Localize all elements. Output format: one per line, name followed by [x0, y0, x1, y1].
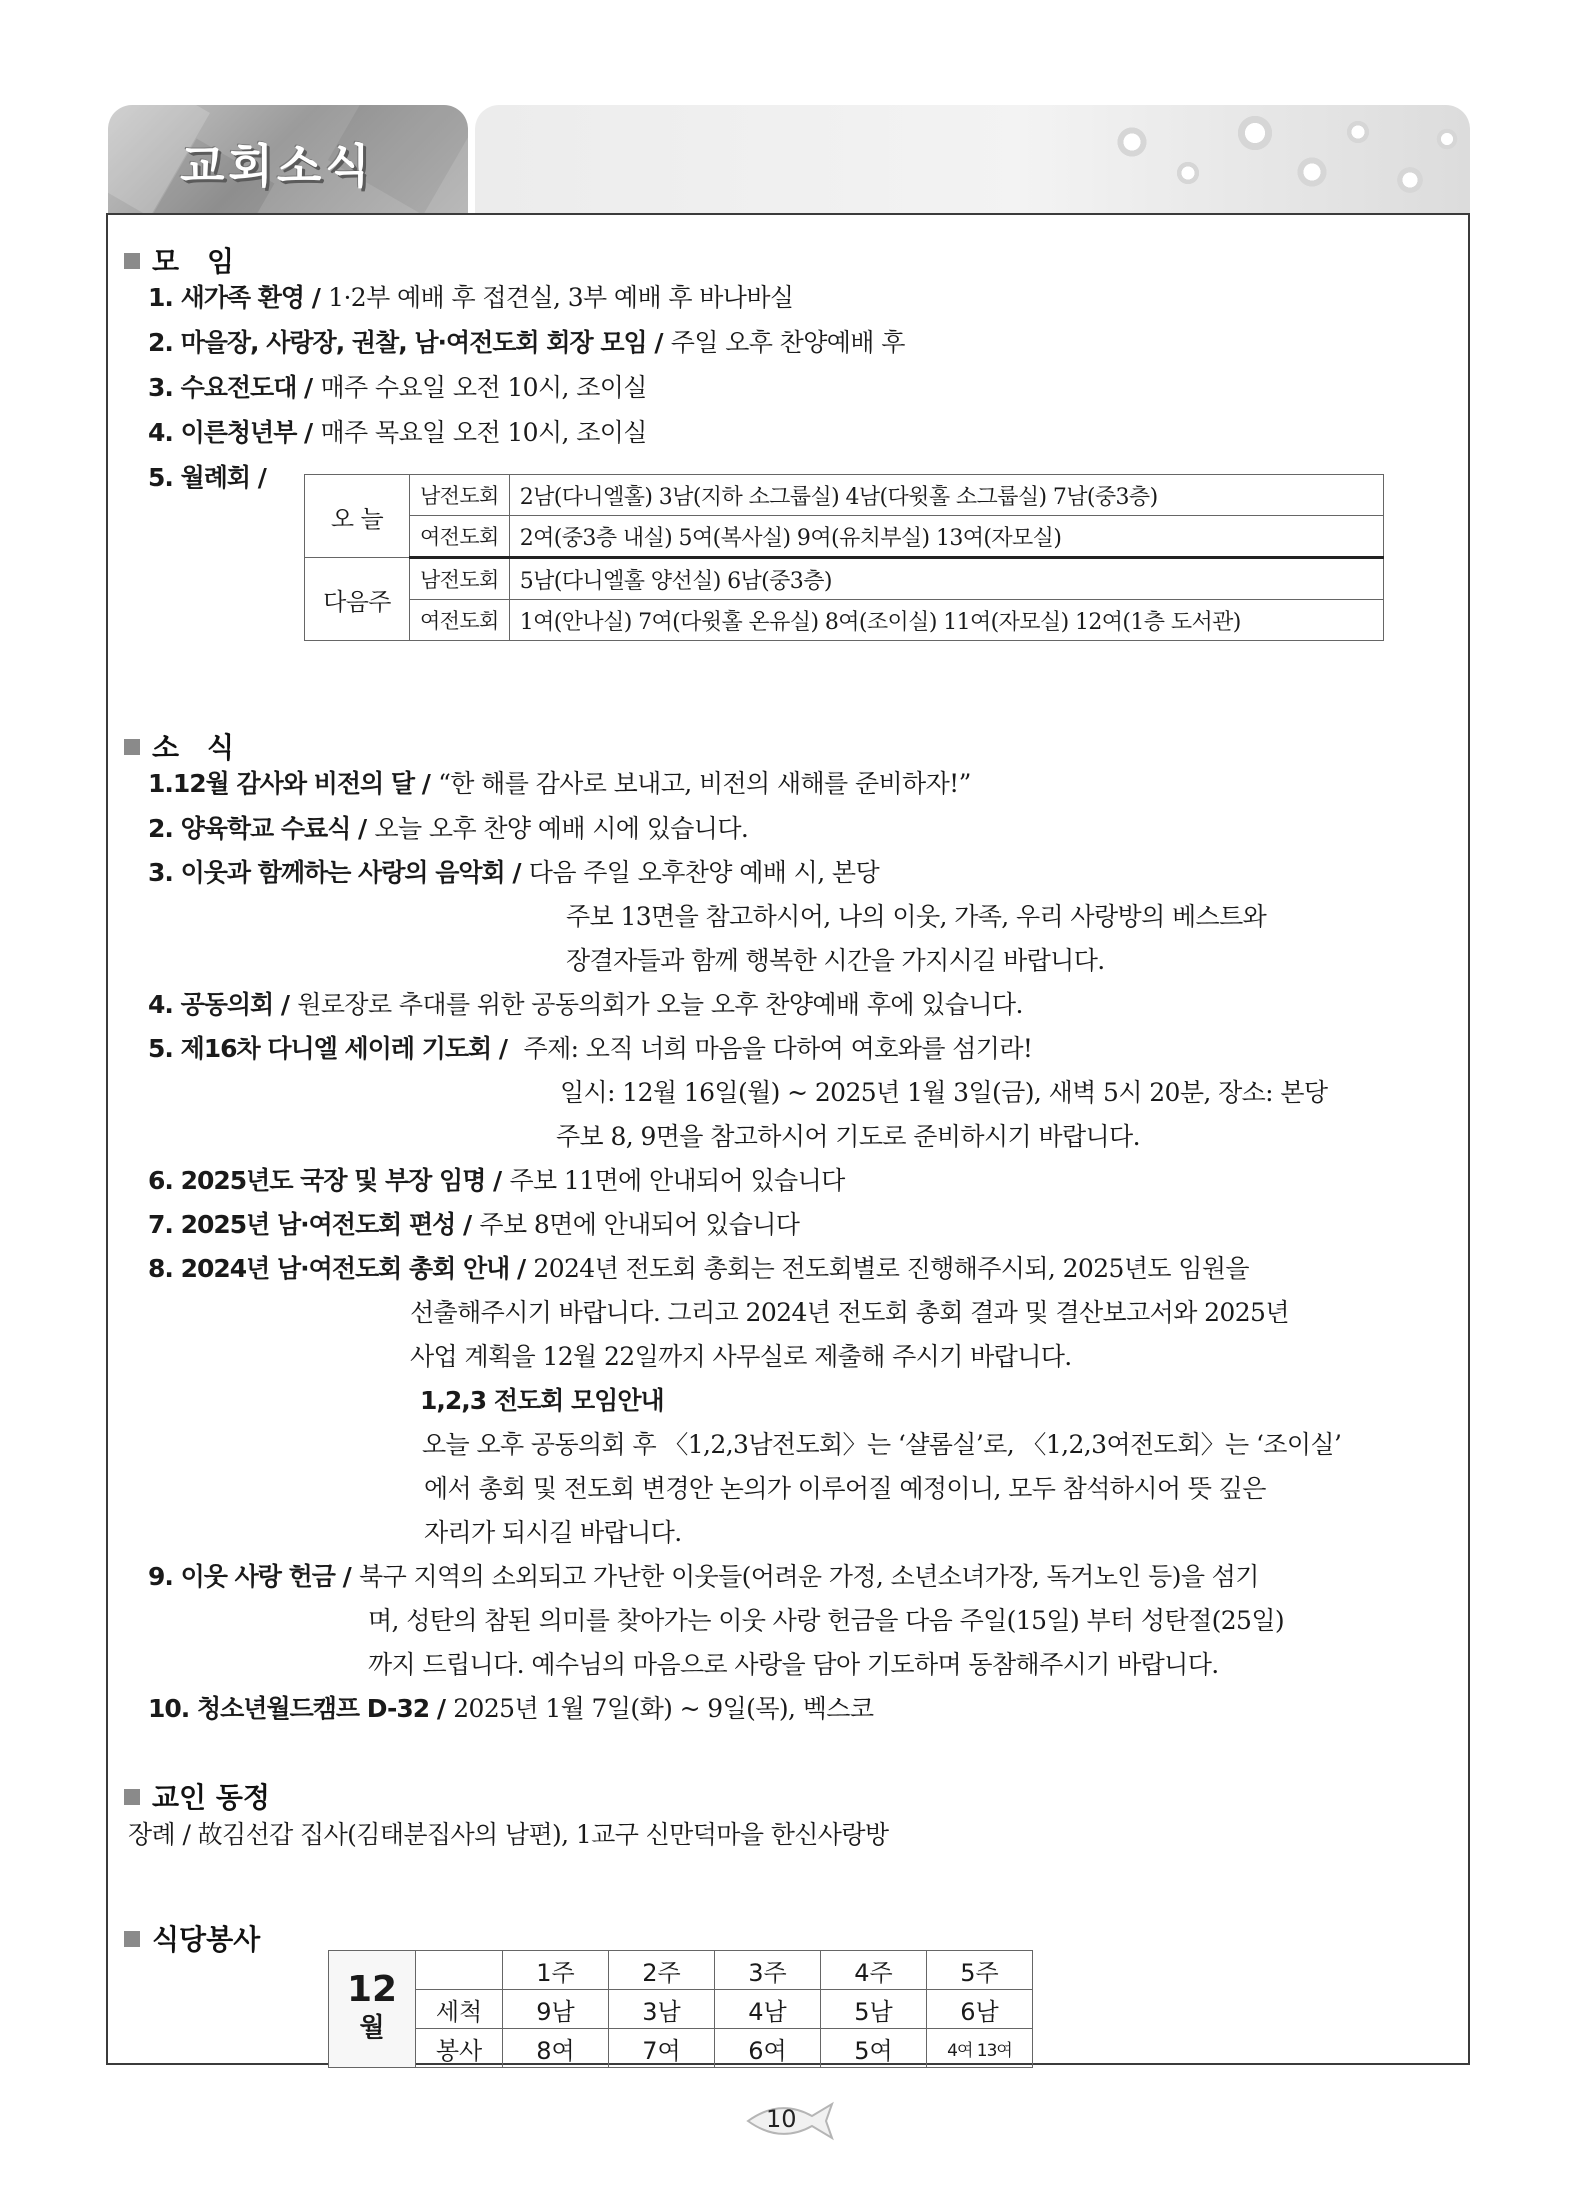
news-item: 4. 공동의회 / 원로장로 추대를 위한 공동의회가 오늘 오후 찬양예배 후에 있습니다. — [148, 990, 1023, 1019]
monthly-meeting-table — [304, 474, 1384, 641]
news-item-line: 일시: 12월 16일(월) ~ 2025년 1월 3일(금), 새벽 5시 20분, 장소: 본당 — [560, 1078, 1328, 1107]
week-header: 5주 — [927, 1951, 1033, 1990]
news-item-line: 장결자들과 함께 행복한 시간을 가지시길 바랍니다. — [566, 946, 1105, 975]
table-row — [305, 558, 1384, 600]
week-header: 3주 — [715, 1951, 821, 1990]
news-item: 8. 2024년 남·여전도회 총회 안내 / 2024년 전도회 총회는 전도회별로 진행해주시되, 2025년도 임원을 — [148, 1254, 1249, 1283]
news-item: 1.12월 감사와 비전의 달 / “한 해를 감사로 보내고, 비전의 새해를 준비하자!” — [148, 769, 971, 798]
table-cell: 4남 — [715, 1990, 821, 2029]
table-row — [329, 1990, 1033, 2029]
meeting-item: 1. 새가족 환영 / 1·2부 예배 후 접견실, 3부 예배 후 바나바실 — [148, 283, 794, 312]
month-cell — [329, 1951, 416, 2068]
kitchen-schedule-table — [328, 1950, 1033, 2068]
location-cell: 2남(다니엘홀) 3남(지하 소그룹실) 4남(다윗홀 소그룹실) 7남(중3층) — [509, 475, 1383, 516]
week-header: 2주 — [609, 1951, 715, 1990]
members-text: 장례 / 故김선갑 집사(김태분집사의 남편), 1교구 신만덕마을 한신사랑방 — [128, 1820, 889, 1849]
location-cell: 1여(안나실) 7여(다윗홀 온유실) 8여(조이실) 11여(자모실) 12여(1층 도서관) — [509, 600, 1383, 641]
news-subheading: 1,2,3 전도회 모임안내 — [420, 1386, 664, 1415]
table-row — [329, 1951, 1033, 1990]
table-cell: 4여 13여 — [927, 2029, 1033, 2068]
kitchen-heading: 식당봉사 — [124, 1918, 260, 1958]
news-item-line: 며, 성탄의 참된 의미를 찾아가는 이웃 사랑 헌금을 다음 주일(15일) 부터 성탄절(25일) — [368, 1606, 1285, 1635]
week-header: 4주 — [821, 1951, 927, 1990]
month-unit: 월 — [359, 2013, 385, 2043]
corner-cell — [416, 1951, 503, 1990]
sub-cell: 남전도회 — [410, 558, 510, 600]
page-number: 10 — [766, 2105, 797, 2133]
news-item-line: 에서 총회 및 전도회 변경안 논의가 이루어질 예정이니, 모두 참석하시어 뜻 깊은 — [424, 1474, 1266, 1503]
news-item-line: 자리가 되시길 바랍니다. — [424, 1518, 682, 1547]
location-cell: 5남(다니엘홀 양선실) 6남(중3층) — [509, 558, 1383, 600]
page-number-badge — [740, 2096, 840, 2146]
header-banner — [475, 105, 1470, 213]
news-heading: 소 식 — [124, 726, 234, 766]
sub-cell: 여전도회 — [410, 600, 510, 641]
news-item: 7. 2025년 남·여전도회 편성 / 주보 8면에 안내되어 있습니다 — [148, 1210, 800, 1239]
table-cell: 8여 — [503, 2029, 609, 2068]
square-bullet-icon — [124, 739, 140, 755]
location-cell: 2여(중3층 내실) 5여(복사실) 9여(유치부실) 13여(자모실) — [509, 516, 1383, 558]
group-cell: 오 늘 — [305, 475, 410, 558]
square-bullet-icon — [124, 253, 140, 269]
news-item: 10. 청소년월드캠프 D-32 / 2025년 1월 7일(화) ~ 9일(목), 벡스코 — [148, 1694, 874, 1723]
meeting-item: 5. 월례회 / — [148, 463, 266, 492]
meeting-item: 3. 수요전도대 / 매주 수요일 오전 10시, 조이실 — [148, 373, 647, 402]
sub-cell: 여전도회 — [410, 516, 510, 558]
news-item-line: 주보 13면을 참고하시어, 나의 이웃, 가족, 우리 사랑방의 베스트와 — [566, 902, 1267, 931]
month-number: 12 — [346, 1969, 398, 2010]
square-bullet-icon — [124, 1931, 140, 1947]
meeting-item: 4. 이른청년부 / 매주 목요일 오전 10시, 조이실 — [148, 418, 647, 447]
table-cell: 5여 — [821, 2029, 927, 2068]
group-cell: 다음주 — [305, 558, 410, 641]
news-item: 3. 이웃과 함께하는 사랑의 음악회 / 다음 주일 오후찬양 예배 시, 본당 — [148, 858, 879, 887]
table-cell: 6여 — [715, 2029, 821, 2068]
row-label: 세척 — [416, 1990, 503, 2029]
news-item-line: 사업 계획을 12월 22일까지 사무실로 제출해 주시기 바랍니다. — [410, 1342, 1072, 1371]
table-row — [305, 475, 1384, 516]
news-item-line: 오늘 오후 공동의회 후 〈1,2,3남전도회〉는 ‘샬롬실’로, 〈1,2,3여전도회〉는 ‘조이실’ — [422, 1430, 1342, 1459]
table-cell: 7여 — [609, 2029, 715, 2068]
table-row — [305, 516, 1384, 558]
table-row — [305, 600, 1384, 641]
news-item-line: 주보 8, 9면을 참고하시어 기도로 준비하시기 바랍니다. — [556, 1122, 1140, 1151]
square-bullet-icon — [124, 1789, 140, 1805]
meetings-heading: 모 임 — [124, 240, 234, 280]
news-item: 5. 제16차 다니엘 세이레 기도회 / 주제: 오직 너희 마음을 다하여 여호와를 섬기라! — [148, 1034, 1033, 1063]
news-item: 6. 2025년도 국장 및 부장 임명 / 주보 11면에 안내되어 있습니다 — [148, 1166, 845, 1195]
row-label: 봉사 — [416, 2029, 503, 2068]
sub-cell: 남전도회 — [410, 475, 510, 516]
news-item-line: 까지 드립니다. 예수님의 마음으로 사랑을 담아 기도하며 동참해주시기 바랍니다. — [368, 1650, 1219, 1679]
table-cell: 3남 — [609, 1990, 715, 2029]
news-item-line: 선출해주시기 바랍니다. 그리고 2024년 전도회 총회 결과 및 결산보고서와 2025년 — [410, 1298, 1289, 1327]
week-header: 1주 — [503, 1951, 609, 1990]
table-cell: 6남 — [927, 1990, 1033, 2029]
table-row — [329, 2029, 1033, 2068]
news-item: 2. 양육학교 수료식 / 오늘 오후 찬양 예배 시에 있습니다. — [148, 814, 749, 843]
meeting-item: 2. 마을장, 사랑장, 권찰, 남·여전도회 회장 모임 / 주일 오후 찬양예배 후 — [148, 328, 905, 357]
table-cell: 9남 — [503, 1990, 609, 2029]
table-cell: 5남 — [821, 1990, 927, 2029]
header-title: 교회소식 — [180, 139, 374, 193]
members-heading: 교인 동정 — [124, 1776, 270, 1816]
news-item: 9. 이웃 사랑 헌금 / 북구 지역의 소외되고 가난한 이웃들(어려운 가정, 소년소녀가장, 독거노인 등)을 섬기 — [148, 1562, 1259, 1591]
